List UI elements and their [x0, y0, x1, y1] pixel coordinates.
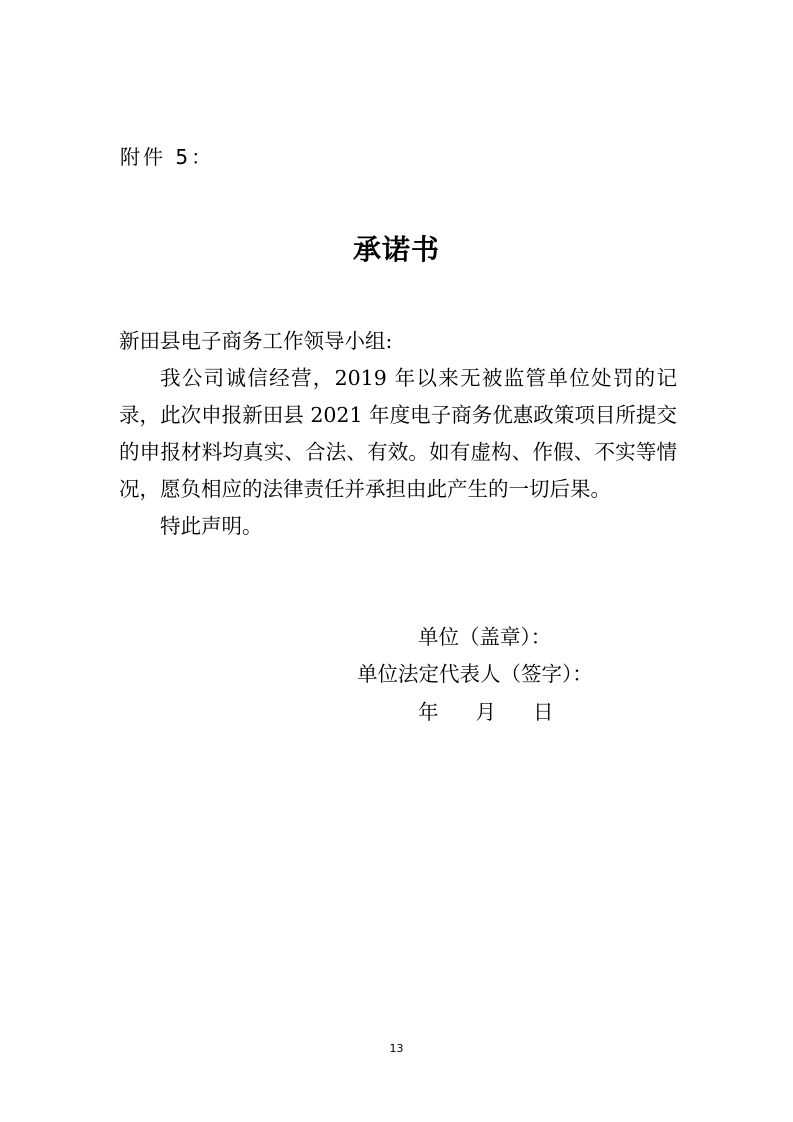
page-number: 13 — [389, 1042, 404, 1055]
commitment-paragraph: 我公司诚信经营，2019 年以来无被监管单位处罚的记录，此次申报新田县 2021 年度电子商务优惠政策项目所提交的申报材料均真实、合法、有效。如有虚构、作假、不实等情况，愿负相应的法律责任并承担由此产生的一切后果。 — [119, 366, 677, 501]
legal-rep-signature-line: 单位法定代表人（签字）： — [357, 662, 593, 686]
document-title: 承诺书 — [352, 233, 440, 266]
addressee: 新田县电子商务工作领导小组: — [119, 329, 393, 353]
date-day: 日 — [533, 700, 554, 724]
date-line — [418, 694, 554, 731]
document-body — [119, 323, 677, 545]
unit-seal-line: 单位（盖章）： — [418, 625, 552, 649]
declaration-paragraph: 特此声明。 — [160, 514, 263, 538]
date-year: 年 — [418, 700, 439, 724]
date-month: 月 — [475, 700, 496, 724]
attachment-label: 附件 5： — [120, 145, 215, 169]
